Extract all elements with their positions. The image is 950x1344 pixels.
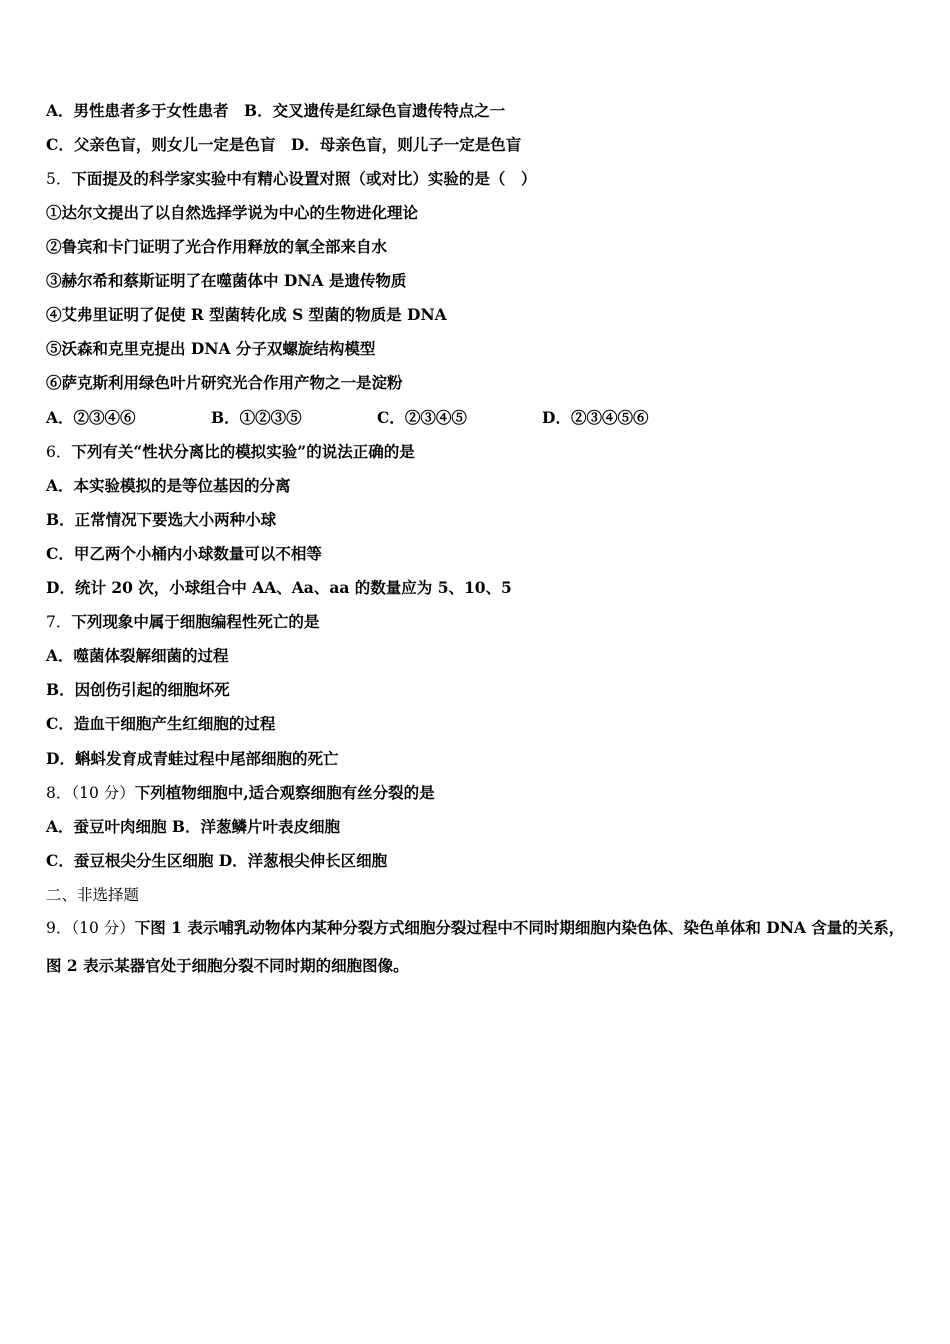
q5-option-d: D．②③④⑤⑥ <box>542 408 649 427</box>
q5-item-1: ①达尔文提出了以自然选择学说为中心的生物进化理论 <box>46 203 419 222</box>
q9-score: （10 分） <box>71 919 135 937</box>
q8-options-row-2: C．蚕豆根尖分生区细胞 D．洋葱根尖伸长区细胞 <box>46 851 388 870</box>
q5-item-5: ⑤沃森和克里克提出 DNA 分子双螺旋结构模型 <box>46 339 376 358</box>
q5-item-2: ②鲁宾和卡门证明了光合作用释放的氧全部来自水 <box>46 237 388 256</box>
q5-item-6: ⑥萨克斯利用绿色叶片研究光合作用产物之一是淀粉 <box>46 373 403 392</box>
q7-option-b: B．因创伤引起的细胞坏死 <box>46 680 230 699</box>
q8-number: 8． <box>46 784 72 802</box>
q5-option-c: C．②③④⑤ <box>377 408 467 427</box>
q7-stem-line <box>46 611 319 633</box>
q9-number: 9． <box>46 919 72 937</box>
q6-number: 6． <box>46 443 72 461</box>
q6-option-d: D．统计 20 次，小球组合中 AA、Aa、aa 的数量应为 5、10、5 <box>46 578 512 597</box>
q5-item-3: ③赫尔希和蔡斯证明了在噬菌体中 DNA 是遗传物质 <box>46 271 407 290</box>
q6-stem-line <box>46 441 415 463</box>
q5-option-a: A．②③④⑥ <box>46 408 136 427</box>
q7-option-a: A．噬菌体裂解细菌的过程 <box>46 646 229 665</box>
q6-option-c: C．甲乙两个小桶内小球数量可以不相等 <box>46 544 322 563</box>
q8-options-row-1: A．蚕豆叶肉细胞 B．洋葱鳞片叶表皮细胞 <box>46 817 341 836</box>
q6-stem: 下列有关“性状分离比的模拟实验”的说法正确的是 <box>71 442 415 461</box>
q7-option-d: D．蝌蚪发育成青蛙过程中尾部细胞的死亡 <box>46 749 339 768</box>
q5-option-b: B．①②③⑤ <box>211 408 302 427</box>
q6-option-a: A．本实验模拟的是等位基因的分离 <box>46 476 291 495</box>
q4-options-row-1: A．男性患者多于女性患者 B．交叉遗传是红绿色盲遗传特点之一 <box>46 101 506 120</box>
q8-score: （10 分） <box>71 784 135 802</box>
q9-paragraph <box>46 909 906 984</box>
q8-stem: 下列植物细胞中,适合观察细胞有丝分裂的是 <box>134 783 435 802</box>
q8-stem-line <box>46 782 435 804</box>
q7-number: 7． <box>46 613 72 631</box>
q5-item-4: ④艾弗里证明了促使 R 型菌转化成 S 型菌的物质是 DNA <box>46 305 447 324</box>
q7-option-c: C．造血干细胞产生红细胞的过程 <box>46 714 276 733</box>
q7-stem: 下列现象中属于细胞编程性死亡的是 <box>71 612 320 631</box>
q5-stem-line <box>46 168 536 190</box>
q5-stem: 下面提及的科学家实验中有精心设置对照（或对比）实验的是（ ） <box>71 169 537 188</box>
q9-stem: 下图 1 表示哺乳动物体内某种分裂方式细胞分裂过程中不同时期细胞内染色体、染色单体和 DNA 含量的关系，图 2 表示某器官处于细胞分裂不同时期的细胞图像。 <box>46 918 905 975</box>
q5-number: 5． <box>46 170 72 188</box>
section-2-title: 二、非选择题 <box>46 886 140 904</box>
q4-options-row-2: C．父亲色盲，则女儿一定是色盲 D．母亲色盲，则儿子一定是色盲 <box>46 135 522 154</box>
q6-option-b: B．正常情况下要选大小两种小球 <box>46 510 277 529</box>
